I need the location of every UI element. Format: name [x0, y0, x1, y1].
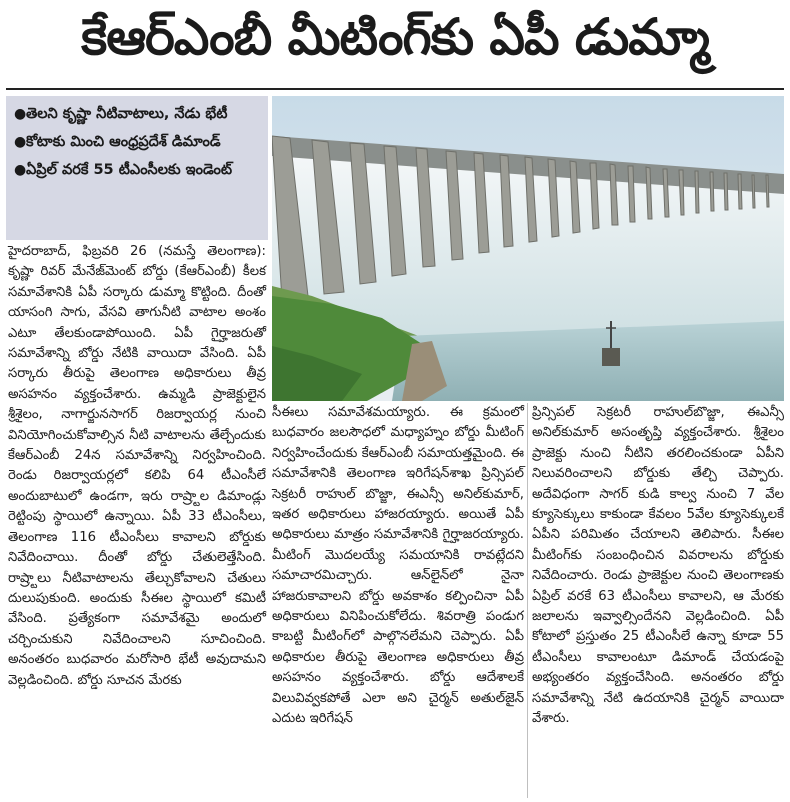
water-tower: [602, 348, 620, 366]
highlight-text: ఏప్రిల్ వరకే 55 టీఎంసీలకు ఇండెంట్: [26, 162, 233, 178]
highlight-text: కోటాకు మించి ఆంధ్రప్రదేశ్ డిమాండ్: [26, 134, 221, 150]
bullet-icon: ●: [14, 134, 27, 150]
highlight-text: తెలని కృష్ణా నీటివాటాలు, నేడు భేటీ: [26, 106, 228, 122]
column-3-text: ప్రిన్సిపల్ సెక్రటరీ రాహుల్‌బొజ్జా, ఈఎన్సీ అనిల్‌కుమార్ అసంతృప్తి వ్యక్తంచేశారు. శ్రీశైలం ప్రాజెక్టు నుంచి నీటిని తరలించకుండా ఏపీని నిలువరించాలని బోర్డుకు తేల్చి చెప్పారు. అదేవిధంగా సాగర్ కుడి కాల్వ నుంచి 7 వేల క్యూసెక్కులు కాకుండా కేవలం 5వేల క్యూసెక్కులకే ఏపీని పరిమితం చేయాలని తెలిపారు. సీఈల మీటింగ్‌కు సంబంధించిన వివరాలను బోర్డుకు నివేదించారు. రెండు ప్రాజెక్టుల నుంచి తెలంగాణకు ఏప్రిల్ వరకే 63 టీఎంసీలు కావాలని, ఆ మేరకు జలాలను ఇవ్వాల్సిందేనని వెల్లడించింది. ఏపీ కోటాలో ప్రస్తుతం 25 టీఎంసీలే ఉన్నా కూడా 55 టీఎంసీలు కావాలంటూ డిమాండ్ చేయడంపై అభ్యంతరం వ్యక్తంచేసింది. అనంతరం బోర్డు సమావేశాన్ని నేటి ఉదయానికి చైర్మన్ వాయిదా వేశారు.: [532, 405, 784, 727]
dam-illustration: [272, 96, 784, 401]
column-divider: [527, 403, 528, 798]
bullet-icon: ●: [14, 106, 27, 122]
bullet-icon: ●: [14, 162, 27, 178]
headline: [0, 0, 790, 86]
highlight-item: [14, 102, 262, 126]
highlight-item: [14, 130, 262, 154]
headline-divider: [6, 88, 784, 90]
headline-text: కేఆర్‌ఎంబీ మీటింగ్‌కు ఏపీ డుమ్మా: [81, 7, 709, 66]
dam-photo: [272, 96, 784, 401]
article-column-3: [532, 403, 784, 730]
highlights-box: [6, 96, 268, 240]
highlight-item: [14, 158, 262, 182]
article-column-1: [8, 242, 266, 691]
column-1-text: హైదరాబాద్, ఫిబ్రవరి 26 (నమస్తే తెలంగాణ): కృష్ణా రివర్ మేనేజ్‌మెంట్ బోర్డు (కేఆర్‌ఎంబీ) కీలక సమావేశానికి ఏపీ సర్కారు డుమ్మా కొట్టింది. దీంతో యాసంగి సాగు, వేసవి తాగునీటి వాటాల అంశం ఎటూ తేలకుండాపోయింది. ఏపీ గైర్హాజరుతో సమావేశాన్ని బోర్డు నేటికి వాయిదా వేసింది. ఏపీ సర్కారు తీరుపై తెలంగాణ అధికారులు తీవ్ర అసహనం వ్యక్తంచేశారు. ఉమ్మడి ప్రాజెక్టులైన శ్రీశైలం, నాగార్జునసాగర్ రిజర్వాయర్ల నుంచి వినియోగించుకోవాల్సిన నీటి వాటాలను తేల్చేందుకు కేఆర్‌ఎంబీ 24న సమావేశాన్ని నిర్వహించింది. రెండు రిజర్వాయర్లలో కలిపి 64 టీఎంసీలే అందుబాటులో ఉండగా, ఇరు రాష్ర్టాల డిమాండ్లు రెట్టింపు స్థాయిలో ఉన్నాయి. ఏపీ 33 టీఎంసీలు, తెలంగాణ 116 టీఎంసీలు కావాలని బోర్డుకు నివేదించాయి. దీంతో బోర్డు చేతులెత్తేసింది. రాష్ర్టాలు నీటివాటాలను తేల్చుకోవాలని చేతులు దులుపుకుంది. అందుకు సీఈల స్థాయిలో కమిటీ వేసింది. ప్రత్యేకంగా సమావేశమై అందులో చర్చించుకుని నివేదించాలని సూచించింది. అనంతరం బుధవారం మరోసారి భేటీ అవుదామని వెల్లడించింది. బోర్డు సూచన మేరకు: [8, 244, 266, 688]
column-2-text: సీఈలు సమావేశమయ్యారు. ఈ క్రమంలో బుధవారం జలసౌధలో మధ్యాహ్నం బోర్డు మీటింగ్ నిర్వహించేందుకు కేఆర్‌ఎంబీ సమాయత్తమైంది. ఈ సమావేశానికి తెలంగాణ ఇరిగేషన్‌శాఖ ప్రిన్సిపల్ సెక్రటరీ రాహుల్ బొజ్జా, ఈఎన్సీ అనిల్‌కుమార్, ఇతర అధికారులు హాజరయ్యారు. అయితే ఏపీ అధికారులు మాత్రం సమావేశానికి గైర్హాజరయ్యారు. మీటింగ్ మొదలయ్యే సమయానికి రావట్లేదని సమాచారమిచ్చారు. ఆన్‌లైన్‌లో నైనా హాజరుకావాలని బోర్డు అవకాశం కల్పించినా ఏపీ అధికారులు వినిపించుకోలేదు. శివరాత్రి పండుగ కాబట్టి మీటింగ్‌లో పాల్గొనలేమని చెప్పారు. ఏపీ అధికారుల తీరుపై తెలంగాణ అధికారులు తీవ్ర అసహనం వ్యక్తంచేశారు. బోర్డు ఆదేశాలకే విలువివ్వకపోతే ఎలా అని చైర్మన్ అతుల్‌జైన్ ఎదుట ఇరిగేషన్: [272, 405, 524, 727]
article-column-2: [272, 403, 524, 730]
